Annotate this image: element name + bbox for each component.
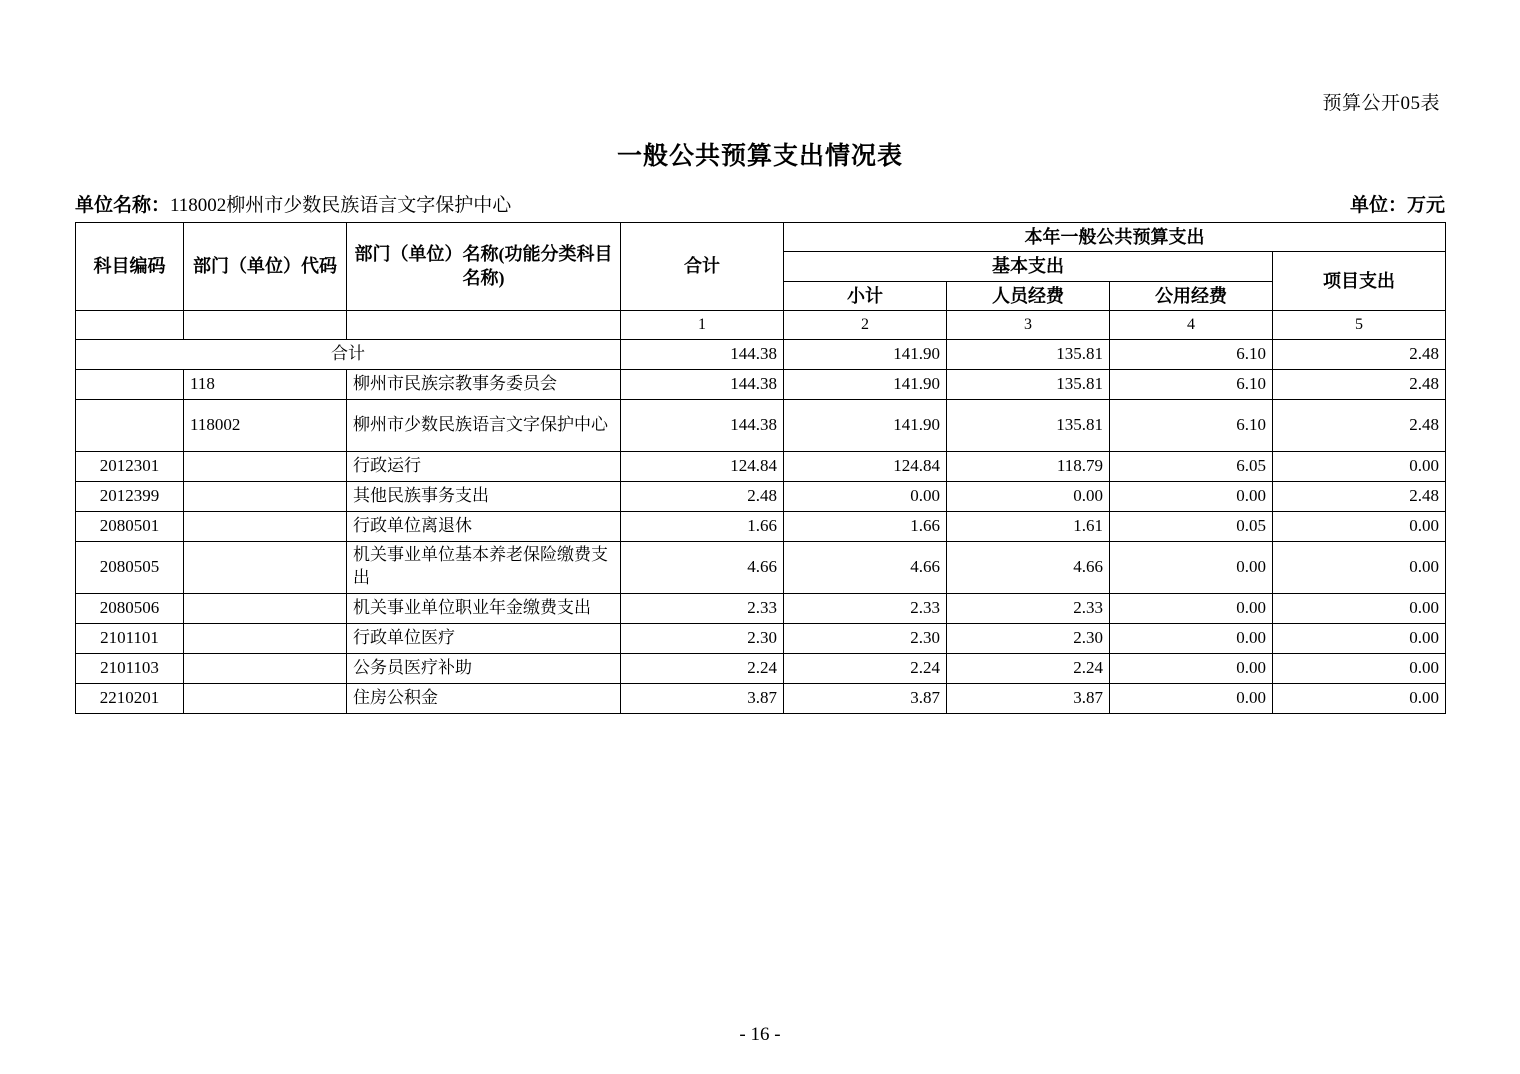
cell-dept-name: 柳州市少数民族语言文字保护中心 (347, 399, 621, 451)
header-row-1 (76, 223, 1446, 252)
cell-value-5: 0.00 (1273, 511, 1446, 541)
cell-value-2: 124.84 (784, 451, 947, 481)
cell-value-3: 118.79 (947, 451, 1110, 481)
form-number-label: 预算公开05表 (1322, 93, 1440, 114)
cell-value-1: 144.38 (621, 399, 784, 451)
table-row (76, 683, 1446, 713)
total-col-4: 6.10 (1110, 339, 1273, 369)
idx-3: 3 (947, 310, 1110, 339)
budget-expenditure-table (75, 222, 1446, 714)
idx-4: 4 (1110, 310, 1273, 339)
th-subtotal: 小计 (784, 281, 947, 310)
cell-value-3: 135.81 (947, 399, 1110, 451)
th-basic-group: 基本支出 (784, 252, 1273, 281)
cell-value-4: 0.00 (1110, 623, 1273, 653)
idx-blank-1 (76, 310, 184, 339)
cell-value-1: 2.30 (621, 623, 784, 653)
table-row (76, 481, 1446, 511)
cell-value-3: 3.87 (947, 683, 1110, 713)
cell-value-2: 2.24 (784, 653, 947, 683)
cell-value-4: 0.00 (1110, 541, 1273, 593)
cell-dept-name: 公务员医疗补助 (347, 653, 621, 683)
idx-2: 2 (784, 310, 947, 339)
cell-value-4: 0.00 (1110, 653, 1273, 683)
cell-col-code: 2012301 (76, 451, 184, 481)
table-header (76, 223, 1446, 340)
cell-value-5: 0.00 (1273, 653, 1446, 683)
meta-row (75, 190, 1445, 216)
cell-value-5: 0.00 (1273, 593, 1446, 623)
table-row (76, 593, 1446, 623)
idx-blank-3 (347, 310, 621, 339)
cell-value-4: 6.05 (1110, 451, 1273, 481)
table-row-total (76, 339, 1446, 369)
cell-value-5: 2.48 (1273, 369, 1446, 399)
table-row (76, 623, 1446, 653)
unit-name-value: 118002柳州市少数民族语言文字保护中心 (170, 195, 512, 216)
cell-col-code: 2012399 (76, 481, 184, 511)
cell-value-3: 1.61 (947, 511, 1110, 541)
cell-value-2: 141.90 (784, 399, 947, 451)
cell-dept-name: 行政运行 (347, 451, 621, 481)
cell-value-4: 0.05 (1110, 511, 1273, 541)
cell-col-code (76, 369, 184, 399)
cell-col-code: 2210201 (76, 683, 184, 713)
cell-value-5: 0.00 (1273, 683, 1446, 713)
th-total: 合计 (621, 223, 784, 311)
cell-value-1: 2.24 (621, 653, 784, 683)
th-col-code: 科目编码 (76, 223, 184, 311)
table-row (76, 399, 1446, 451)
unit-measure-label: 单位：万元 (1349, 195, 1445, 216)
cell-dept-code (184, 511, 347, 541)
cell-value-1: 2.33 (621, 593, 784, 623)
idx-blank-2 (184, 310, 347, 339)
cell-value-1: 3.87 (621, 683, 784, 713)
page-title: 一般公共预算支出情况表 (616, 143, 903, 170)
total-col-2: 141.90 (784, 339, 947, 369)
cell-value-4: 0.00 (1110, 593, 1273, 623)
cell-dept-name: 机关事业单位基本养老保险缴费支出 (347, 541, 621, 593)
total-label-cell: 合计 (76, 339, 621, 369)
table-row (76, 451, 1446, 481)
cell-value-3: 4.66 (947, 541, 1110, 593)
cell-value-3: 2.30 (947, 623, 1110, 653)
cell-value-5: 0.00 (1273, 541, 1446, 593)
table-row (76, 541, 1446, 593)
cell-col-code: 2101103 (76, 653, 184, 683)
cell-value-2: 0.00 (784, 481, 947, 511)
cell-col-code: 2080505 (76, 541, 184, 593)
total-col-5: 2.48 (1273, 339, 1446, 369)
cell-value-2: 1.66 (784, 511, 947, 541)
cell-value-4: 0.00 (1110, 481, 1273, 511)
cell-col-code: 2080506 (76, 593, 184, 623)
cell-value-1: 2.48 (621, 481, 784, 511)
cell-col-code: 2101101 (76, 623, 184, 653)
cell-value-3: 2.24 (947, 653, 1110, 683)
cell-dept-code (184, 593, 347, 623)
cell-dept-code (184, 541, 347, 593)
page-number: - 16 - (739, 1024, 781, 1045)
table-row (76, 369, 1446, 399)
cell-value-1: 124.84 (621, 451, 784, 481)
cell-dept-code (184, 653, 347, 683)
th-dept-code: 部门（单位）代码 (184, 223, 347, 311)
unit-name-label: 单位名称： (75, 195, 171, 216)
cell-dept-name: 其他民族事务支出 (347, 481, 621, 511)
cell-value-1: 1.66 (621, 511, 784, 541)
cell-value-5: 0.00 (1273, 623, 1446, 653)
th-personnel: 人员经费 (947, 281, 1110, 310)
table-row (76, 511, 1446, 541)
cell-value-5: 0.00 (1273, 451, 1446, 481)
th-public-funds: 公用经费 (1110, 281, 1273, 310)
cell-value-5: 2.48 (1273, 481, 1446, 511)
th-project: 项目支出 (1273, 252, 1446, 311)
total-col-3: 135.81 (947, 339, 1110, 369)
cell-value-2: 2.30 (784, 623, 947, 653)
cell-dept-name: 柳州市民族宗教事务委员会 (347, 369, 621, 399)
cell-value-3: 135.81 (947, 369, 1110, 399)
cell-value-2: 4.66 (784, 541, 947, 593)
cell-dept-code (184, 481, 347, 511)
cell-dept-code (184, 683, 347, 713)
cell-value-4: 0.00 (1110, 683, 1273, 713)
cell-dept-name: 机关事业单位职业年金缴费支出 (347, 593, 621, 623)
th-current-year-group: 本年一般公共预算支出 (784, 223, 1446, 252)
cell-value-4: 6.10 (1110, 369, 1273, 399)
cell-value-1: 4.66 (621, 541, 784, 593)
cell-dept-name: 住房公积金 (347, 683, 621, 713)
cell-dept-code: 118002 (184, 399, 347, 451)
cell-value-2: 3.87 (784, 683, 947, 713)
th-dept-name: 部门（单位）名称(功能分类科目名称) (347, 223, 621, 311)
total-col-1: 144.38 (621, 339, 784, 369)
column-index-row (76, 310, 1446, 339)
cell-dept-code: 118 (184, 369, 347, 399)
table-row (76, 653, 1446, 683)
cell-dept-code (184, 451, 347, 481)
cell-dept-name: 行政单位离退休 (347, 511, 621, 541)
unit-name-line (75, 190, 511, 217)
idx-5: 5 (1273, 310, 1446, 339)
cell-col-code: 2080501 (76, 511, 184, 541)
cell-value-5: 2.48 (1273, 399, 1446, 451)
idx-1: 1 (621, 310, 784, 339)
cell-value-2: 141.90 (784, 369, 947, 399)
cell-value-4: 6.10 (1110, 399, 1273, 451)
cell-value-1: 144.38 (621, 369, 784, 399)
cell-value-3: 0.00 (947, 481, 1110, 511)
cell-dept-code (184, 623, 347, 653)
cell-dept-name: 行政单位医疗 (347, 623, 621, 653)
table-body (76, 339, 1446, 713)
cell-value-3: 2.33 (947, 593, 1110, 623)
cell-col-code (76, 399, 184, 451)
cell-value-2: 2.33 (784, 593, 947, 623)
